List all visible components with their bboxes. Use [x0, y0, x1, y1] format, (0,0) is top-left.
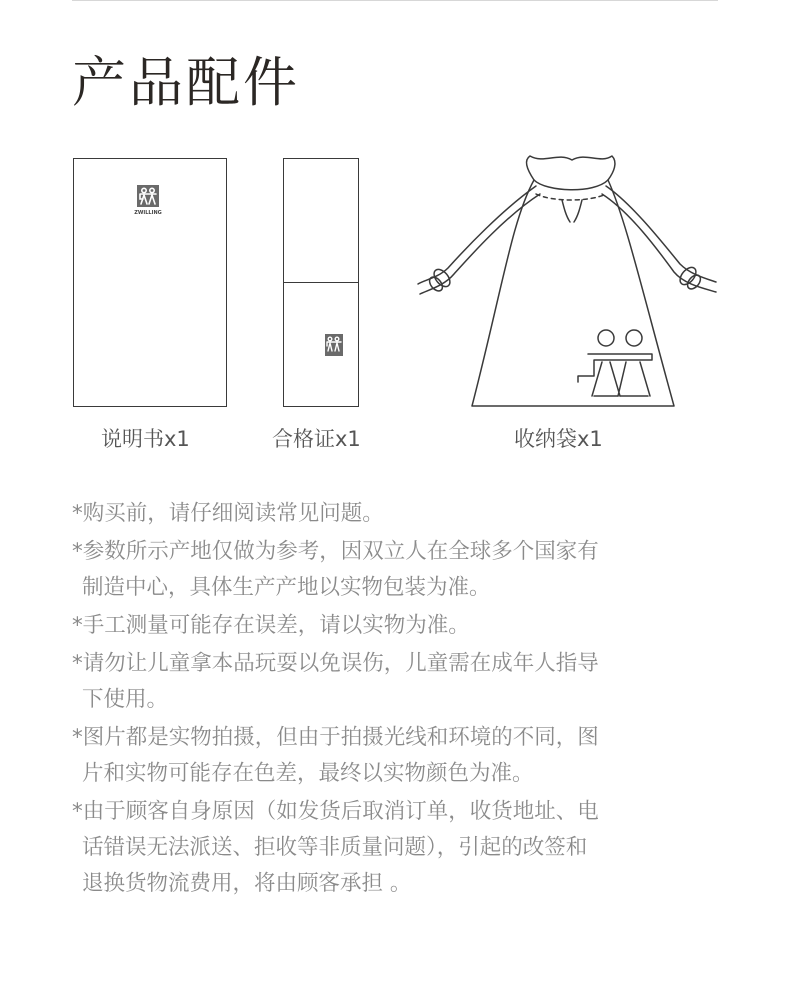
note-item: *购买前，请仔细阅读常见问题。	[72, 501, 384, 526]
caption-certificate: 合格证x1	[272, 427, 361, 451]
certificate-card	[283, 158, 359, 407]
zwilling-logo-icon	[319, 331, 349, 361]
notes-list	[72, 496, 732, 904]
page-title: 产品配件	[72, 51, 300, 114]
note-item: *图片都是实物拍摄，但由于拍摄光线和环境的不同，图 片和实物可能存在色差，最终以实物颜色为准。	[72, 725, 599, 786]
card-fold-line	[284, 282, 358, 283]
caption-bag: 收纳袋x1	[514, 427, 603, 451]
note-item: *请勿让儿童拿本品玩耍以免误伤，儿童需在成年人指导 下使用。	[72, 651, 599, 712]
note-item: *参数所示产地仅做为参考，因双立人在全球多个国家有 制造中心，具体生产产地以实物包装为准。	[72, 539, 599, 600]
note-item: *手工测量可能存在误差，请以实物为准。	[72, 613, 470, 638]
zwilling-twins-icon	[578, 330, 652, 396]
manual-booklet	[73, 158, 227, 407]
svg-text:ZWILLING: ZWILLING	[134, 210, 162, 216]
zwilling-logo-icon	[131, 183, 171, 223]
note-item: *由于顾客自身原因（如发货后取消订单，收货地址、电 话错误无法派送、拒收等非质量问题），引起的改签和 退换货物流费用，将由顾客承担 。	[72, 799, 599, 896]
caption-manual: 说明书x1	[101, 427, 190, 451]
drawstring-bag-icon	[412, 150, 722, 412]
top-divider	[72, 0, 718, 1]
